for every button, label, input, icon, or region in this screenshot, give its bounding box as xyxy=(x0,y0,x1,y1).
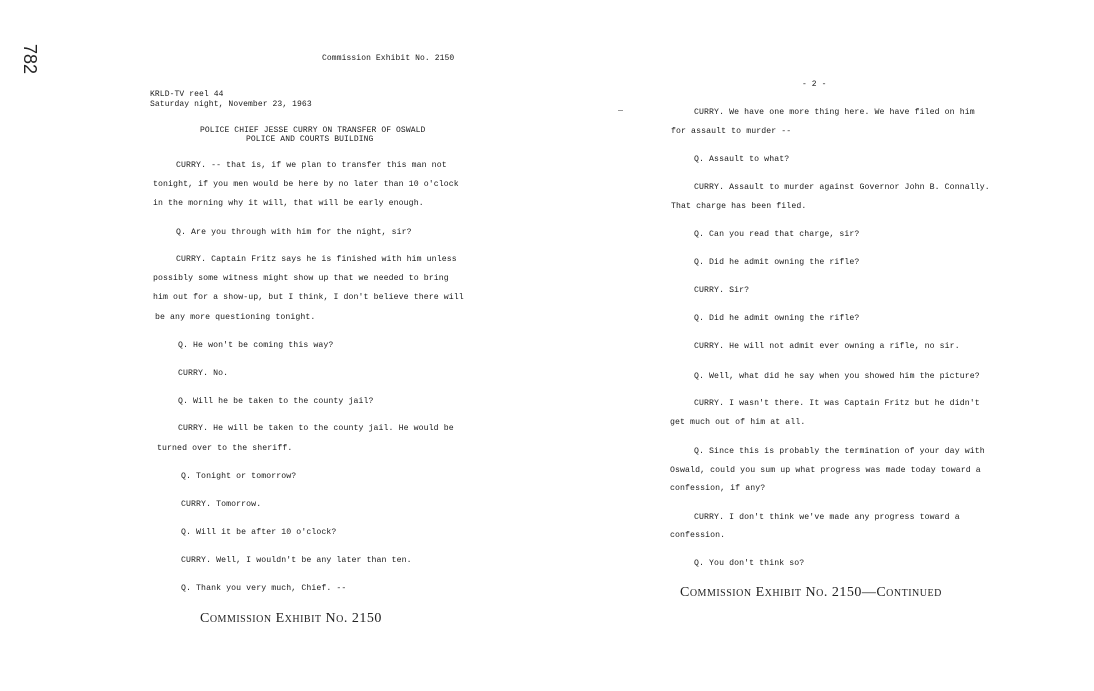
transcript-line: Q. Assault to what? xyxy=(694,155,790,164)
source-line: KRLD-TV reel 44 xyxy=(150,90,224,99)
page-divider-mark xyxy=(618,110,623,111)
transcript-line: CURRY. Well, I wouldn't be any later than ten. xyxy=(181,556,412,565)
transcript-line: That charge has been filed. xyxy=(671,202,807,211)
transcript-line: confession. xyxy=(670,531,726,540)
transcript-line: Q. Will it be after 10 o'clock? xyxy=(181,528,337,537)
date-line: Saturday night, November 23, 1963 xyxy=(150,100,312,109)
transcript-line: Q. He won't be coming this way? xyxy=(178,341,334,350)
transcript-line: CURRY. Sir? xyxy=(694,286,750,295)
page-number: 782 xyxy=(20,44,40,75)
transcript-line: him out for a show-up, but I think, I don't believe there will xyxy=(153,293,464,302)
transcript-line: be any more questioning tonight. xyxy=(155,313,316,322)
transcript-line: CURRY. Assault to murder against Governor John B. Connally. xyxy=(694,183,990,192)
exhibit-caption-continued: Commission Exhibit No. 2150—Continued xyxy=(680,585,942,600)
transcript-line: Q. Can you read that charge, sir? xyxy=(694,230,860,239)
transcript-line: Oswald, could you sum up what progress was made today toward a xyxy=(670,466,981,475)
transcript-line: CURRY. No. xyxy=(178,369,229,378)
transcript-line: CURRY. He will not admit ever owning a rifle, no sir. xyxy=(694,342,960,351)
transcript-line: Q. Thank you very much, Chief. -- xyxy=(181,584,347,593)
transcript-line: CURRY. He will be taken to the county jail. He would be xyxy=(178,424,454,433)
transcript-line: Q. You don't think so? xyxy=(694,559,805,568)
transcript-line: CURRY. Captain Fritz says he is finished with him unless xyxy=(176,255,457,264)
transcript-line: tonight, if you men would be here by no later than 10 o'clock xyxy=(153,180,459,189)
exhibit-caption: Commission Exhibit No. 2150 xyxy=(200,611,382,626)
transcript-line: CURRY. -- that is, if we plan to transfer this man not xyxy=(176,161,447,170)
transcript-line: CURRY. I don't think we've made any progress toward a xyxy=(694,513,960,522)
transcript-line: Q. Did he admit owning the rifle? xyxy=(694,258,860,267)
transcript-line: in the morning why it will, that will be early enough. xyxy=(153,199,424,208)
exhibit-header: Commission Exhibit No. 2150 xyxy=(322,54,455,63)
transcript-line: Q. Did he admit owning the rifle? xyxy=(694,314,860,323)
transcript-line: for assault to murder -- xyxy=(671,127,792,136)
transcript-line: Q. Well, what did he say when you showed him the picture? xyxy=(694,372,980,381)
transcript-line: Q. Will he be taken to the county jail? xyxy=(178,397,374,406)
transcript-line: confession, if any? xyxy=(670,484,766,493)
transcript-line: turned over to the sheriff. xyxy=(157,444,293,453)
transcript-line: CURRY. We have one more thing here. We have filed on him xyxy=(694,108,975,117)
transcript-line: Q. Since this is probably the termination of your day with xyxy=(694,447,985,456)
transcript-line: Q. Are you through with him for the night, sir? xyxy=(176,228,412,237)
transcript-line: Q. Tonight or tomorrow? xyxy=(181,472,297,481)
title-line-2: POLICE AND COURTS BUILDING xyxy=(246,135,374,144)
page-marker: - 2 - xyxy=(802,80,827,89)
transcript-line: CURRY. Tomorrow. xyxy=(181,500,262,509)
transcript-line: get much out of him at all. xyxy=(670,418,806,427)
title-line-1: POLICE CHIEF JESSE CURRY ON TRANSFER OF OSWALD xyxy=(200,126,426,135)
transcript-line: possibly some witness might show up that we needed to bring xyxy=(153,274,449,283)
transcript-line: CURRY. I wasn't there. It was Captain Fritz but he didn't xyxy=(694,399,980,408)
